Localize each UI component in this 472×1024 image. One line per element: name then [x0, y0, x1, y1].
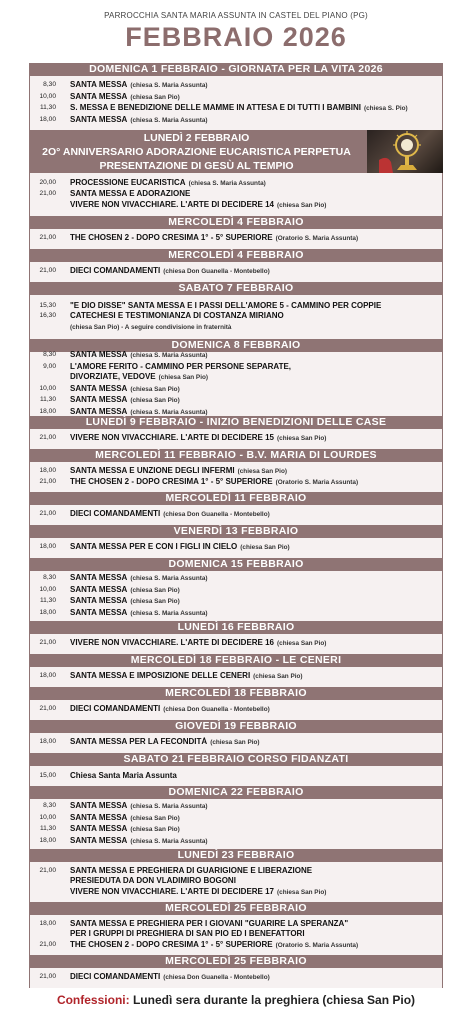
event-title: SANTA MESSA: [70, 801, 128, 810]
day-events: [29, 229, 443, 249]
event-time: 18,00: [39, 543, 56, 551]
event-row: [30, 929, 442, 940]
banner-line: 2O° ANNIVERSARIO ADORAZIONE EUCARISTICA PERPETUA: [42, 146, 351, 158]
event-location: (Oratorio S. Maria Assunta): [275, 941, 359, 949]
day-header: MERCOLEDÌ 4 FEBBRAIO: [29, 216, 443, 229]
event-description: [70, 92, 442, 104]
event-time: 8,30: [43, 574, 56, 581]
event-row: [30, 311, 442, 322]
event-title: SANTA MESSA: [70, 607, 128, 617]
event-time: 10,00: [39, 585, 56, 593]
event-row: [30, 876, 442, 887]
event-time: 8,30: [43, 81, 56, 88]
event-description: [70, 638, 442, 650]
event-row: [30, 542, 442, 554]
event-time: 20,00: [39, 178, 56, 186]
events-calendar: [29, 63, 443, 988]
event-title: DIVORZIATE, VEDOVE: [70, 372, 156, 381]
event-row: [30, 372, 442, 384]
event-time: 21,00: [39, 510, 56, 518]
event-description: [70, 876, 442, 887]
event-location: (chiesa S. Maria Assunta): [130, 609, 208, 617]
special-day-banner: [29, 130, 443, 173]
event-row: [30, 638, 442, 650]
event-description: [70, 704, 442, 716]
event-description: [70, 737, 442, 749]
day-header: GIOVEDÌ 19 FEBBRAIO: [29, 720, 443, 733]
event-description: [70, 395, 442, 407]
event-time: 11,30: [39, 104, 56, 111]
event-time: 18,00: [39, 115, 56, 123]
event-row: [30, 704, 442, 716]
event-location: (chiesa S. Pio): [363, 105, 408, 112]
day-events: [29, 700, 443, 720]
event-title: SANTA MESSA: [70, 80, 128, 89]
event-description: [70, 466, 442, 478]
day-header: DOMENICA 15 FEBBRAIO: [29, 558, 443, 571]
event-row: [30, 477, 442, 489]
event-description: [70, 372, 442, 384]
event-title: SANTA MESSA: [70, 114, 128, 124]
event-title: SANTA MESSA: [70, 584, 128, 594]
event-title: DIECI COMANDAMENTI: [70, 972, 161, 982]
event-location: (chiesa S. Maria Assunta): [130, 575, 208, 582]
parish-name: PARROCCHIA SANTA MARIA ASSUNTA IN CASTEL DEL PIANO (PG): [104, 11, 368, 20]
event-title: SANTA MESSA: [70, 824, 128, 833]
event-location: (chiesa Don Guanella - Montebello): [163, 974, 270, 982]
event-row: [30, 395, 442, 407]
event-description: [70, 596, 442, 608]
event-row: [30, 608, 442, 620]
event-title: SANTA MESSA E PREGHIERA DI GUARIGIONE E LIBERAZIONE: [70, 865, 313, 875]
day-events: [29, 968, 443, 988]
event-title: VIVERE NON VIVACCHIARE. L'ARTE DI DECIDERE 15: [70, 433, 275, 443]
event-title: L'AMORE FERITO - CAMMINO PER PERSONE SEPARATE,: [70, 361, 292, 371]
event-location: (chiesa Don Guanella - Montebello): [163, 511, 270, 519]
day-events: [29, 505, 443, 525]
event-time: 18,00: [39, 608, 56, 616]
event-title: Chiesa Santa Maria Assunta: [70, 770, 177, 780]
event-title: THE CHOSEN 2 - DOPO CRESIMA 1° - 5° SUPERIORE: [70, 939, 273, 949]
event-title: CATECHESI E TESTIMONIANZA DI COSTANZA MIRIANO: [70, 311, 284, 321]
event-title: VIVERE NON VIVACCHIARE. L'ARTE DI DECIDERE 17: [70, 886, 275, 896]
event-location: (chiesa Don Guanella - Montebello): [163, 268, 270, 276]
event-row: [30, 433, 442, 445]
event-title: DIECI COMANDAMENTI: [70, 266, 161, 276]
event-time: 9,00: [43, 362, 56, 370]
event-time: 18,00: [39, 836, 56, 844]
event-row: [30, 836, 442, 848]
event-row: [30, 362, 442, 373]
day-header: DOMENICA 22 FEBBRAIO: [29, 786, 443, 799]
day-events: [29, 634, 443, 654]
event-time: 21,00: [39, 940, 56, 948]
event-time: 21,00: [39, 639, 56, 647]
day-header: VENERDÌ 13 FEBBRAIO: [29, 525, 443, 538]
event-title: SANTA MESSA: [70, 812, 128, 822]
page-header: [0, 0, 472, 52]
event-description: [70, 80, 442, 92]
event-description: [70, 542, 442, 554]
event-time: 21,00: [39, 973, 56, 981]
event-time: 10,00: [39, 384, 56, 392]
event-location: (chiesa San Pio): [130, 93, 180, 101]
event-title: PROCESSIONE EUCARISTICA: [70, 177, 186, 187]
event-row: [30, 92, 442, 104]
event-description: [70, 115, 442, 127]
event-row: [30, 301, 442, 312]
event-description: [70, 972, 442, 984]
event-row: [30, 178, 442, 190]
event-title: SANTA MESSA: [70, 835, 128, 845]
event-title: SANTA MESSA: [70, 573, 128, 582]
event-time: 15,30: [39, 301, 56, 309]
event-description: [70, 200, 442, 212]
event-row: [30, 509, 442, 521]
event-title: SANTA MESSA: [70, 406, 128, 416]
event-description: [70, 384, 442, 396]
day-header: DOMENICA 8 FEBBRAIO: [29, 339, 443, 352]
event-location: (chiesa San Pio) - A seguire condivisione in fraternità: [70, 323, 232, 331]
event-time: 18,00: [39, 466, 56, 474]
page-title: FEBBRAIO 2026: [125, 22, 347, 52]
event-location: (chiesa San Pio): [277, 201, 327, 209]
event-title: SANTA MESSA: [70, 350, 128, 359]
event-title: THE CHOSEN 2 - DOPO CRESIMA 1° - 5° SUPERIORE: [70, 477, 273, 486]
event-location: (chiesa S. Maria Assunta): [130, 352, 208, 359]
event-description: [70, 477, 442, 489]
confessions-note: [0, 993, 472, 1007]
event-description: [70, 322, 442, 334]
day-header: MERCOLEDÌ 25 FEBBRAIO: [29, 902, 443, 915]
event-row: [30, 801, 442, 813]
confessions-text: Lunedì sera durante la preghiera (chiesa San Pio): [132, 993, 416, 1007]
event-row: [30, 813, 442, 825]
event-description: [70, 178, 442, 190]
event-location: (chiesa San Pio): [130, 586, 180, 594]
event-title: SANTA MESSA E PREGHIERA PER I GIOVANI "GUARIRE LA SPERANZA": [70, 918, 349, 928]
event-time: 11,30: [39, 825, 56, 832]
event-description: [70, 350, 442, 362]
event-time: 21,00: [39, 190, 56, 198]
event-description: [70, 929, 442, 940]
event-time: 11,30: [39, 396, 56, 403]
event-time: 21,00: [39, 866, 56, 874]
day-header: LUNEDÌ 23 FEBBRAIO: [29, 849, 443, 862]
event-description: [70, 362, 442, 373]
event-location: (chiesa San Pio): [130, 826, 180, 833]
event-time: 10,00: [39, 92, 56, 100]
day-events: [29, 766, 443, 786]
event-title: SANTA MESSA: [70, 596, 128, 605]
event-location: (chiesa San Pio): [130, 385, 180, 393]
event-row: [30, 737, 442, 749]
day-header: SABATO 21 FEBBRAIO CORSO FIDANZATI: [29, 753, 443, 766]
event-row: [30, 322, 442, 334]
event-time: 21,00: [39, 705, 56, 713]
day-header: LUNEDÌ 9 FEBBRAIO - INIZIO BENEDIZIONI DELLE CASE: [29, 416, 443, 429]
event-description: [70, 103, 442, 115]
event-row: [30, 573, 442, 585]
event-location: (chiesa San Pio): [210, 739, 260, 747]
event-row: [30, 266, 442, 278]
event-title: PER I GRUPPI DI PREGHIERA DI SAN PIO ED I BENEFATTORI: [70, 929, 305, 939]
day-events: [29, 262, 443, 282]
event-time: 11,30: [39, 597, 56, 604]
day-header: MERCOLEDÌ 18 FEBBRAIO: [29, 687, 443, 700]
event-description: [70, 266, 442, 278]
event-location: (chiesa S. Maria Assunta): [188, 179, 266, 187]
day-header: MERCOLEDÌ 25 FEBBRAIO: [29, 955, 443, 968]
event-time: 16,30: [39, 312, 56, 320]
event-row: [30, 596, 442, 608]
day-events: [29, 667, 443, 687]
event-location: (chiesa S. Maria Assunta): [130, 116, 208, 124]
day-header: MERCOLEDÌ 11 FEBBRAIO - B.V. MARIA DI LOURDES: [29, 449, 443, 462]
event-title: "E DIO DISSE" SANTA MESSA E I PASSI DELL'AMORE 5 - CAMMINO PER COPPIE: [70, 300, 382, 310]
event-description: [70, 573, 442, 585]
event-location: (Oratorio S. Maria Assunta): [275, 479, 359, 486]
event-title: SANTA MESSA PER LA FECONDITÀ: [70, 737, 208, 747]
event-time: 15,00: [39, 771, 56, 779]
event-row: [30, 200, 442, 212]
event-description: [70, 919, 442, 930]
day-events: [29, 76, 443, 130]
day-events: [29, 462, 443, 492]
event-description: [70, 311, 442, 322]
event-time: 8,30: [43, 351, 56, 358]
event-location: (chiesa S. Maria Assunta): [130, 82, 208, 89]
day-events: [29, 295, 443, 339]
event-location: (chiesa S. Maria Assunta): [130, 837, 208, 845]
event-time: 21,00: [39, 478, 56, 485]
day-events: [29, 733, 443, 753]
banner-line: LUNEDÌ 2 FEBBRAIO: [143, 132, 250, 144]
day-header: LUNEDÌ 16 FEBBRAIO: [29, 621, 443, 634]
event-title: SANTA MESSA E UNZIONE DEGLI INFERMI: [70, 465, 235, 475]
event-title: VIVERE NON VIVACCHIARE. L'ARTE DI DECIDERE 16: [70, 638, 275, 648]
event-title: S. MESSA E BENEDIZIONE DELLE MAMME IN ATTESA E DI TUTTI I BAMBINI: [70, 103, 361, 112]
event-title: DIECI COMANDAMENTI: [70, 509, 161, 519]
event-time: 18,00: [39, 919, 56, 927]
event-location: (chiesa San Pio): [277, 640, 327, 648]
event-description: [70, 813, 442, 825]
day-events: [29, 571, 443, 621]
event-title: THE CHOSEN 2 - DOPO CRESIMA 1° - 5° SUPERIORE: [70, 233, 273, 243]
event-row: [30, 866, 442, 877]
day-events: [29, 429, 443, 449]
event-description: [70, 433, 442, 445]
event-row: [30, 771, 442, 782]
event-title: VIVERE NON VIVACCHIARE. L'ARTE DI DECIDERE 14: [70, 199, 275, 209]
event-time: 8,30: [43, 802, 56, 809]
event-time: 18,00: [39, 672, 56, 680]
event-row: [30, 384, 442, 396]
event-description: [70, 824, 442, 836]
event-row: [30, 80, 442, 92]
confessions-label: Confessioni:: [56, 993, 130, 1007]
event-location: (chiesa San Pio): [240, 544, 290, 552]
banner-line: PRESENTAZIONE DI GESÙ AL TEMPIO: [99, 160, 294, 172]
event-row: [30, 115, 442, 127]
event-location: (chiesa S. Maria Assunta): [130, 803, 208, 810]
event-description: [70, 233, 442, 245]
day-header: MERCOLEDÌ 4 FEBBRAIO: [29, 249, 443, 262]
event-location: (Oratorio S. Maria Assunta): [275, 235, 359, 243]
event-description: [70, 836, 442, 848]
event-location: (chiesa San Pio): [130, 397, 180, 404]
event-title: SANTA MESSA: [70, 395, 128, 404]
day-header: MERCOLEDÌ 11 FEBBRAIO: [29, 492, 443, 505]
day-events: [29, 352, 443, 416]
event-description: [70, 771, 442, 782]
event-row: [30, 233, 442, 245]
event-title: SANTA MESSA: [70, 91, 128, 101]
event-row: [30, 103, 442, 115]
event-description: [70, 801, 442, 813]
event-time: 21,00: [39, 434, 56, 442]
event-description: [70, 671, 442, 683]
event-description: [70, 585, 442, 597]
event-location: (chiesa San Pio): [277, 435, 327, 443]
event-time: 18,00: [39, 738, 56, 746]
event-title: SANTA MESSA PER E CON I FIGLI IN CIELO: [70, 542, 238, 552]
day-events: [29, 538, 443, 558]
event-time: 10,00: [39, 813, 56, 821]
event-title: SANTA MESSA E IMPOSIZIONE DELLE CENERI: [70, 671, 251, 681]
event-description: [70, 940, 442, 952]
day-header: MERCOLEDÌ 18 FEBBRAIO - LE CENERI: [29, 654, 443, 667]
event-row: [30, 466, 442, 478]
event-location: (chiesa San Pio): [277, 888, 327, 896]
event-location: (chiesa San Pio): [237, 467, 287, 475]
special-day-title: [29, 131, 364, 173]
event-description: [70, 189, 442, 200]
event-location: (chiesa San Pio): [130, 598, 180, 605]
event-description: [70, 866, 442, 877]
event-description: [70, 301, 442, 312]
event-title: SANTA MESSA: [70, 383, 128, 393]
event-location: (chiesa S. Maria Assunta): [130, 408, 208, 416]
event-time: 18,00: [39, 407, 56, 415]
event-row: [30, 350, 442, 362]
event-location: (chiesa San Pio): [130, 814, 180, 822]
day-header: DOMENICA 1 FEBBRAIO - GIORNATA PER LA VITA 2026: [29, 63, 443, 76]
event-title: PRESIEDUTA DA DON VLADIMIRO BOGONI: [70, 876, 236, 886]
event-row: [30, 824, 442, 836]
event-row: [30, 940, 442, 952]
event-row: [30, 887, 442, 899]
event-description: [70, 887, 442, 899]
day-header: SABATO 7 FEBBRAIO: [29, 282, 443, 295]
event-row: [30, 919, 442, 930]
day-events: [29, 915, 443, 955]
event-location: (chiesa San Pio): [158, 374, 209, 381]
event-description: [70, 608, 442, 620]
day-events: [29, 862, 443, 902]
event-location: (chiesa San Pio): [253, 673, 303, 681]
day-events: [29, 799, 443, 849]
event-row: [30, 671, 442, 683]
event-row: [30, 972, 442, 984]
event-row: [30, 189, 442, 200]
event-title: DIECI COMANDAMENTI: [70, 704, 161, 714]
event-title: SANTA MESSA E ADORAZIONE: [70, 189, 191, 199]
day-events: [29, 173, 443, 216]
monstrance-icon: [367, 130, 443, 173]
event-location: (chiesa Don Guanella - Montebello): [163, 706, 270, 714]
event-description: [70, 509, 442, 521]
event-row: [30, 585, 442, 597]
event-time: 21,00: [39, 267, 56, 275]
event-time: 21,00: [39, 234, 56, 242]
